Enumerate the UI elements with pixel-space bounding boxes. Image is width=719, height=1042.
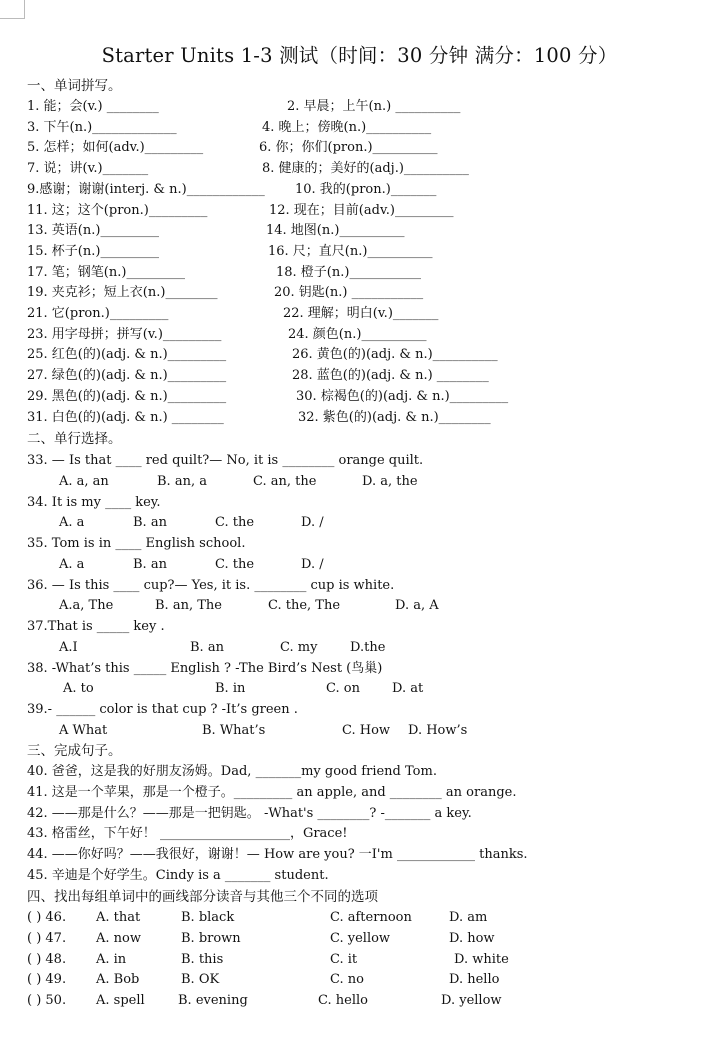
sentence-item: 41. 这是一个苹果，那是一个橙子。_________ an apple, and ________ an orange. <box>27 784 517 800</box>
sentence-item: 45. 辛迪是个好学生。Cindy is a _______ student. <box>27 868 329 883</box>
answer-option: D. / <box>301 515 324 530</box>
answer-option: B. an <box>133 556 167 572</box>
phonics-option: A. that <box>96 910 141 925</box>
vocab-item: 18. 橙子(n.)___________ <box>276 264 421 280</box>
vocab-item: 17. 笔；钢笔(n.)_________ <box>27 264 185 280</box>
answer-option: D. at <box>392 681 424 696</box>
vocab-item: 5. 怎样；如何(adv.)_________ <box>27 140 204 156</box>
question-stem: 34. It is my ____ key. <box>27 494 161 510</box>
vocab-item: 3. 下午(n.)_____________ <box>27 119 177 135</box>
answer-option: C. the <box>215 556 255 572</box>
phonics-option: C. afternoon <box>330 910 412 925</box>
answer-option: C. on <box>326 681 360 696</box>
phonics-option: A. now <box>96 930 141 946</box>
vocab-item: 24. 颜色(n.)__________ <box>288 326 427 342</box>
phonics-number: ( ) 50. <box>27 993 67 1009</box>
vocab-item: 12. 现在；目前(adv.)_________ <box>269 202 454 218</box>
question-stem: 35. Tom is in ____ English school. <box>27 536 246 551</box>
vocab-item: 4. 晚上；傍晚(n.)__________ <box>262 119 432 135</box>
answer-option: A What <box>59 722 108 738</box>
vocab-item: 22. 理解；明白(v.)_______ <box>283 306 439 321</box>
vocab-item: 23. 用字母拼；拼写(v.)_________ <box>27 326 222 342</box>
answer-option: C. an, the <box>253 473 317 489</box>
vocab-item: 32. 紫色(的)(adj. & n.)________ <box>298 409 491 425</box>
question-stem: 37.That is _____ key . <box>27 619 165 634</box>
phonics-option: C. no <box>330 972 364 988</box>
question-stem: 38. -What’s this _____ English ? -The Bird’s Nest (鸟巢) <box>27 660 383 676</box>
phonics-option: D. am <box>449 910 488 925</box>
sentence-item: 43. 格雷丝，下午好！ ____________________，Grace! <box>27 826 348 842</box>
vocab-item: 1. 能；会(v.) ________ <box>27 99 159 114</box>
phonics-number: ( ) 49. <box>27 972 67 988</box>
vocab-item: 15. 杯子(n.)_________ <box>27 243 159 259</box>
phonics-option: C. hello <box>318 993 368 1009</box>
page-title: Starter Units 1-3 测试（时间：30 分钟 满分：100 分） <box>101 44 618 67</box>
answer-option: D. / <box>301 556 324 572</box>
section-heading-spelling: 一、单词拼写。 <box>27 78 122 94</box>
answer-option: A. a, an <box>59 473 109 489</box>
phonics-option: D. yellow <box>441 993 502 1009</box>
answer-option: C. the <box>215 515 255 530</box>
answer-option: A.I <box>59 639 78 655</box>
vocab-item: 27. 绿色(的)(adj. & n.)_________ <box>27 368 227 384</box>
answer-option: B. an, The <box>155 598 222 613</box>
answer-option: C. the, The <box>268 598 341 613</box>
vocab-item: 14. 地图(n.)__________ <box>266 223 405 239</box>
vocab-item: 19. 夹克衫；短上衣(n.)________ <box>27 285 218 301</box>
section-heading-complete-sentences: 三、完成句子。 <box>27 743 122 759</box>
sentence-item: 40. 爸爸，这是我的好朋友汤姆。Dad, _______my good friend Tom. <box>27 764 437 779</box>
vocab-item: 29. 黑色(的)(adj. & n.)_________ <box>27 388 227 404</box>
phonics-option: B. brown <box>181 930 241 946</box>
question-stem: 33. — Is that ____ red quilt?— No, it is ________ orange quilt. <box>27 453 424 468</box>
vocab-item: 13. 英语(n.)_________ <box>27 223 159 239</box>
answer-option: A. to <box>63 681 94 696</box>
phonics-option: B. this <box>181 951 224 967</box>
answer-option: A. a <box>59 515 85 530</box>
vocab-item: 11. 这；这个(pron.)_________ <box>27 202 208 218</box>
answer-option: D. a, A <box>395 598 439 613</box>
phonics-option: B. OK <box>181 972 220 988</box>
phonics-number: ( ) 48. <box>27 951 67 967</box>
answer-option: C. How <box>342 722 391 738</box>
answer-option: B. in <box>215 681 246 696</box>
vocab-item: 31. 白色(的)(adj. & n.) ________ <box>27 409 224 425</box>
phonics-option: D. how <box>449 930 495 946</box>
answer-option: B. an <box>190 639 224 655</box>
vocab-item: 20. 钥匙(n.) ___________ <box>274 285 424 301</box>
phonics-option: A. in <box>96 951 127 967</box>
vocab-item: 6. 你；你们(pron.)__________ <box>259 140 438 156</box>
answer-option: A.a, The <box>59 598 114 613</box>
vocab-item: 2. 早晨；上午(n.) __________ <box>287 99 461 114</box>
vocab-item: 8. 健康的；美好的(adj.)__________ <box>262 161 469 177</box>
vocab-item: 25. 红色(的)(adj. & n.)_________ <box>27 347 227 363</box>
phonics-option: C. yellow <box>330 930 391 946</box>
vocab-item: 21. 它(pron.)_________ <box>27 306 169 321</box>
page-corner-mark <box>0 0 25 19</box>
answer-option: D.the <box>350 639 386 655</box>
vocab-item: 7. 说；讲(v.)_______ <box>27 161 149 177</box>
section-heading-multiple-choice: 二、单行选择。 <box>27 431 122 447</box>
phonics-option: A. Bob <box>96 972 140 988</box>
phonics-option: D. hello <box>449 972 500 988</box>
answer-option: D. How’s <box>408 722 468 738</box>
sentence-item: 42. ——那是什么？——那是一把钥匙。 -What's ________? -_______ a key. <box>27 805 472 821</box>
phonics-option: B. black <box>181 910 235 925</box>
vocab-item: 28. 蓝色(的)(adj. & n.) ________ <box>292 368 489 384</box>
vocab-item: 30. 棕褐色(的)(adj. & n.)_________ <box>296 388 509 404</box>
vocab-item: 9.感谢；谢谢(interj. & n.)____________ <box>27 181 265 197</box>
question-stem: 39.- ______ color is that cup ? -It’s green . <box>27 702 298 717</box>
phonics-option: A. spell <box>96 993 145 1009</box>
vocab-item: 26. 黄色(的)(adj. & n.)__________ <box>292 347 498 363</box>
sentence-item: 44. ——你好吗？——我很好，谢谢！— How are you? 一I'm ____________ thanks. <box>27 847 528 863</box>
answer-option: B. an, a <box>157 473 207 489</box>
answer-option: A. a <box>59 556 85 572</box>
phonics-number: ( ) 46. <box>27 910 67 925</box>
answer-option: B. an <box>133 515 167 530</box>
question-stem: 36. — Is this ____ cup?— Yes, it is. ________ cup is white. <box>27 577 395 593</box>
phonics-number: ( ) 47. <box>27 930 67 946</box>
phonics-option: C. it <box>330 951 358 967</box>
answer-option: B. What’s <box>202 722 266 738</box>
section-heading-phonics: 四、找出每组单词中的画线部分读音与其他三个不同的选项 <box>27 889 378 905</box>
answer-option: C. my <box>280 639 318 655</box>
answer-option: D. a, the <box>362 473 418 489</box>
phonics-option: B. evening <box>178 993 248 1009</box>
phonics-option: D. white <box>454 951 509 967</box>
vocab-item: 16. 尺；直尺(n.)__________ <box>268 243 433 259</box>
vocab-item: 10. 我的(pron.)_______ <box>295 181 437 197</box>
